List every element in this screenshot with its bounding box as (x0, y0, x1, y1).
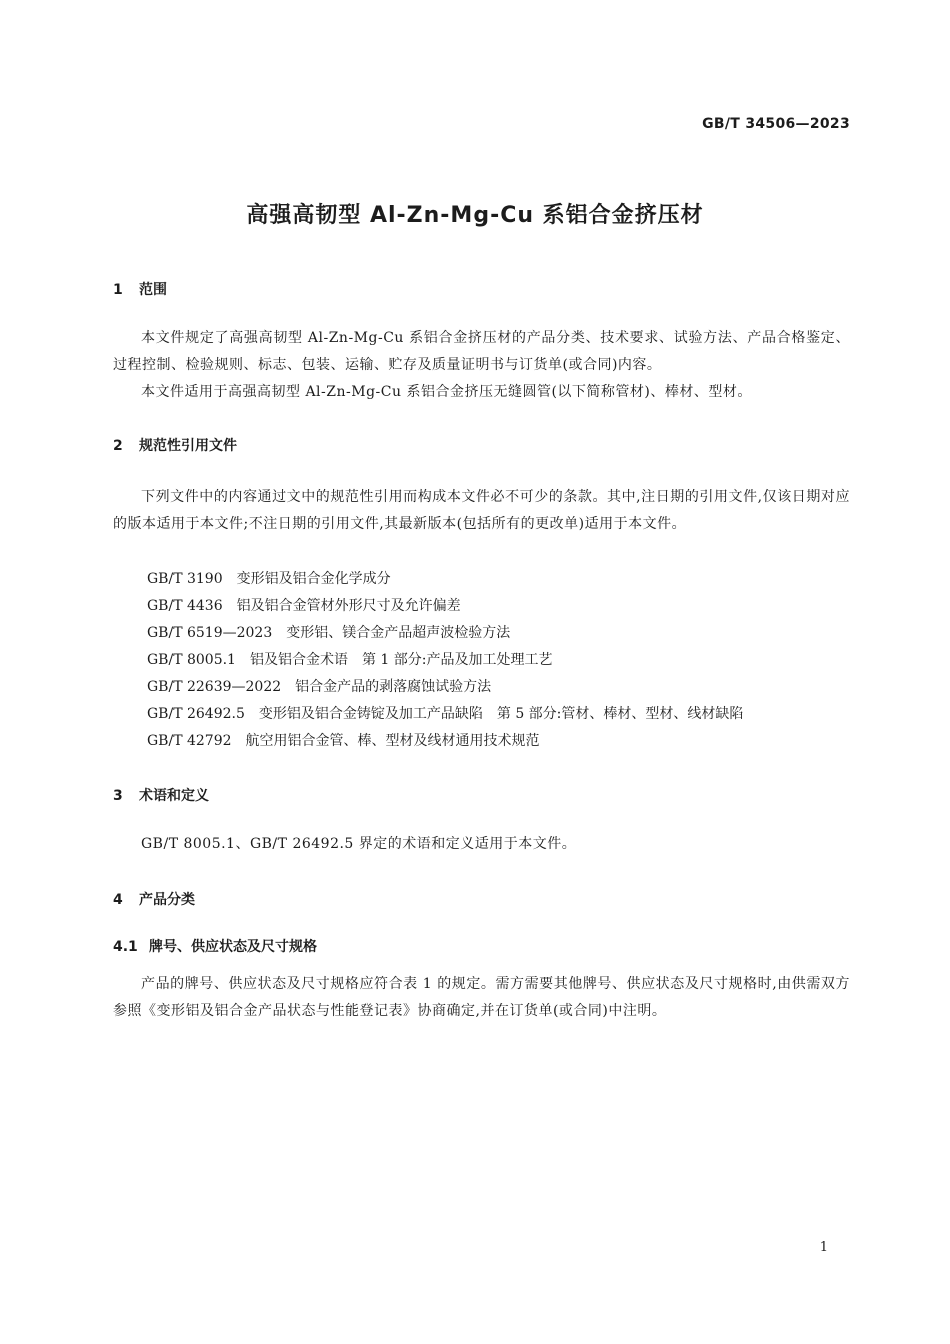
section-title: 范围 (139, 282, 167, 298)
reference-item (147, 620, 743, 647)
section-number: 4 (113, 892, 123, 908)
section-2-heading (113, 435, 237, 455)
reference-name: 铝及铝合金管材外形尺寸及允许偏差 (236, 598, 461, 614)
section-title: 产品分类 (139, 892, 195, 908)
page-number: 1 (819, 1240, 828, 1255)
reference-name: 铝合金产品的剥落腐蚀试验方法 (295, 679, 492, 695)
reference-code: GB/T 3190 (147, 571, 223, 587)
reference-name: 铝及铝合金术语 第 1 部分:产品及加工处理工艺 (249, 652, 553, 668)
subsection-4-1-paragraph: 产品的牌号、供应状态及尺寸规格应符合表 1 的规定。需方需要其他牌号、供应状态及尺寸规格时,由供需双方参照《变形铝及铝合金产品状态与性能登记表》协商确定,并在订货单(或合同)中注明。 (113, 976, 850, 1019)
reference-code: GB/T 8005.1 (147, 652, 236, 668)
section-number: 3 (113, 788, 123, 804)
reference-code: GB/T 22639—2022 (147, 679, 282, 695)
normative-reference-list (147, 566, 743, 755)
reference-name: 变形铝、镁合金产品超声波检验方法 (286, 625, 511, 641)
reference-item (147, 674, 743, 701)
section-2-intro: 下列文件中的内容通过文中的规范性引用而构成本文件必不可少的条款。其中,注日期的引用文件,仅该日期对应的版本适用于本文件;不注日期的引用文件,其最新版本(包括所有的更改单)适用于本文件。 (113, 489, 850, 532)
reference-item (147, 593, 743, 620)
section-number: 1 (113, 282, 123, 298)
reference-code: GB/T 4436 (147, 598, 223, 614)
section-3-paragraph: GB/T 8005.1、GB/T 26492.5 界定的术语和定义适用于本文件。 (141, 836, 577, 852)
section-title: 规范性引用文件 (139, 438, 237, 454)
reference-item (147, 728, 743, 755)
reference-item (147, 566, 743, 593)
section-1-heading (113, 279, 167, 299)
reference-name: 变形铝及铝合金化学成分 (236, 571, 391, 587)
reference-name: 航空用铝合金管、棒、型材及线材通用技术规范 (245, 733, 540, 749)
reference-item (147, 701, 743, 728)
section-1-paragraph-1: 本文件规定了高强高韧型 Al-Zn-Mg-Cu 系铝合金挤压材的产品分类、技术要求、试验方法、产品合格鉴定、过程控制、检验规则、标志、包装、运输、贮存及质量证明书与订货单(或合同)内容。 (113, 330, 850, 373)
section-title: 术语和定义 (139, 788, 209, 804)
reference-code: GB/T 42792 (147, 733, 232, 749)
document-title: 高强高韧型 Al-Zn-Mg-Cu 系铝合金挤压材 (246, 203, 704, 228)
section-3-heading (113, 785, 209, 805)
reference-code: GB/T 26492.5 (147, 706, 245, 722)
subsection-number: 4.1 (113, 939, 138, 955)
reference-item (147, 647, 743, 674)
subsection-4-1-heading (113, 936, 317, 956)
reference-code: GB/T 6519—2023 (147, 625, 273, 641)
section-1-paragraph-2: 本文件适用于高强高韧型 Al-Zn-Mg-Cu 系铝合金挤压无缝圆管(以下简称管材)、棒材、型材。 (141, 384, 752, 400)
section-4-heading (113, 889, 195, 909)
subsection-title: 牌号、供应状态及尺寸规格 (149, 939, 317, 955)
standard-number: GB/T 34506—2023 (702, 116, 850, 132)
reference-name: 变形铝及铝合金铸锭及加工产品缺陷 第 5 部分:管材、棒材、型材、线材缺陷 (258, 706, 744, 722)
section-number: 2 (113, 438, 123, 454)
